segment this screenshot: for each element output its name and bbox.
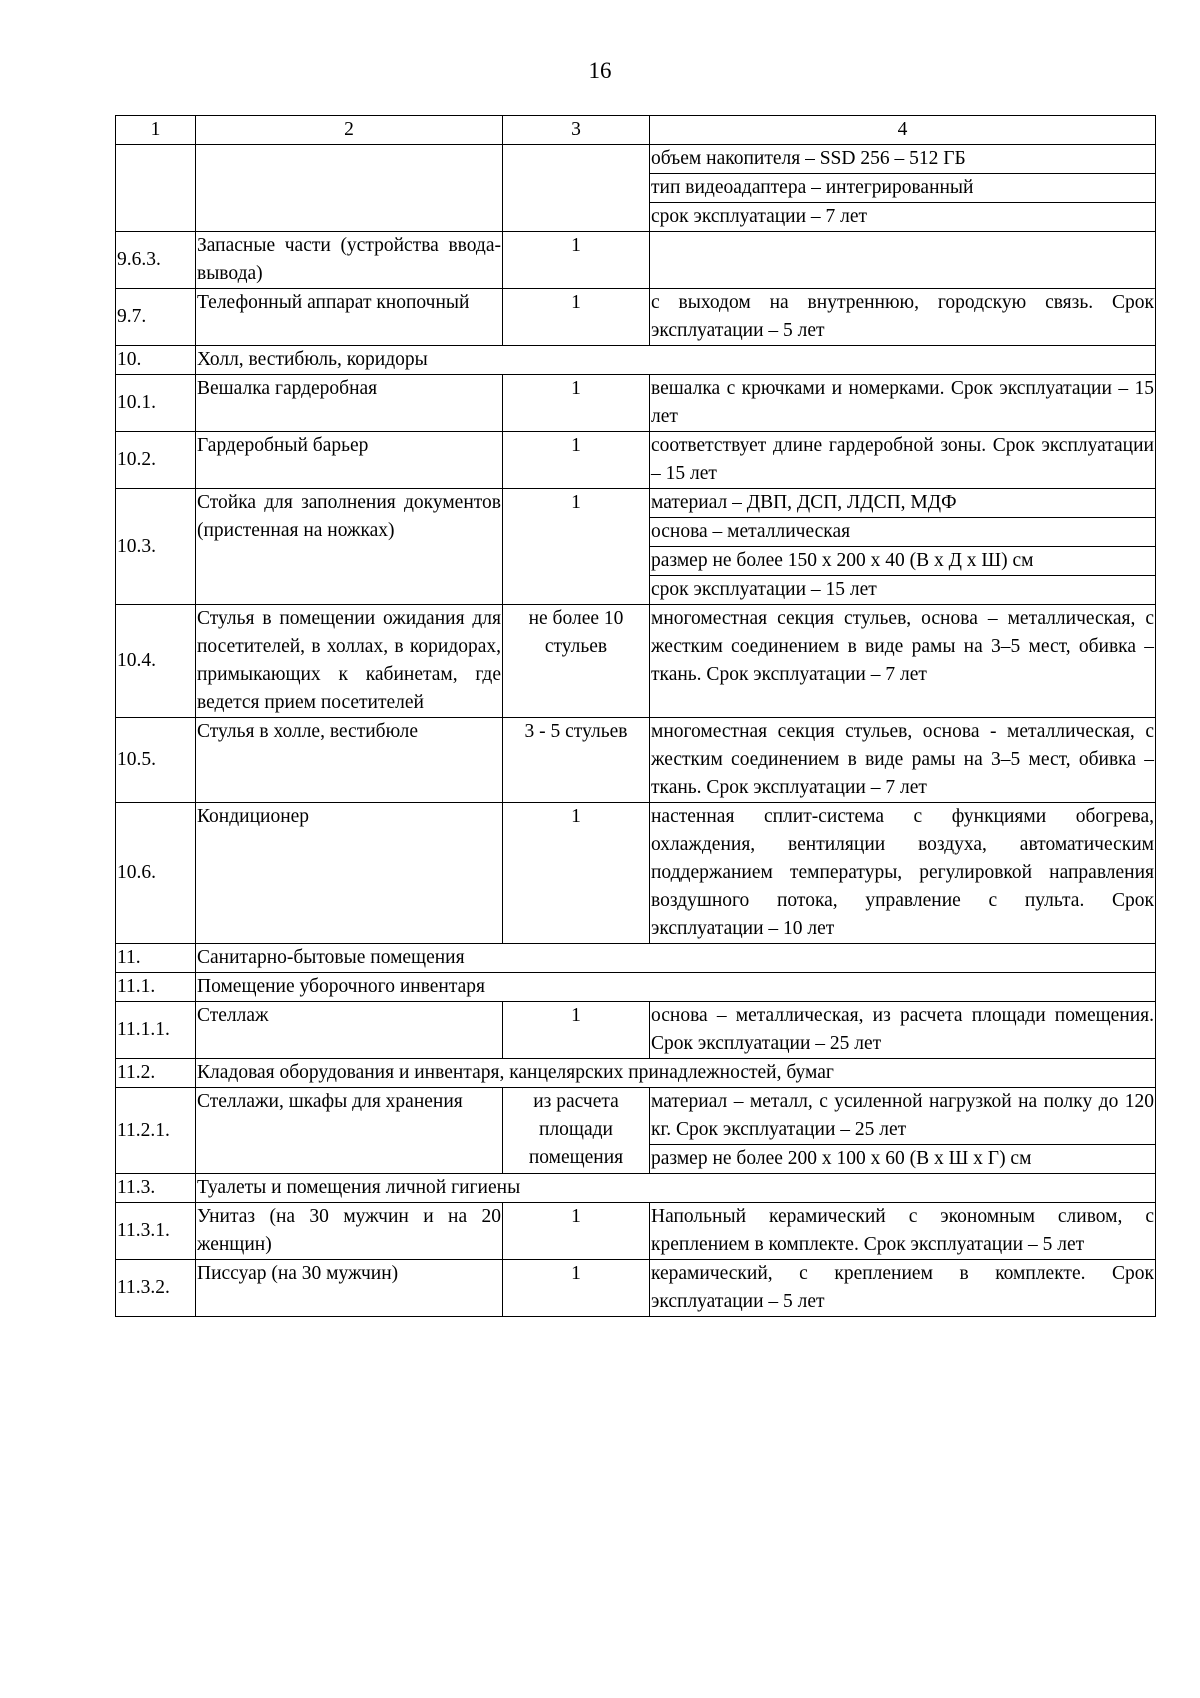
table-row <box>116 1260 1156 1317</box>
table-header-row <box>116 116 1156 145</box>
table-row <box>116 289 1156 346</box>
table-row <box>116 232 1156 289</box>
section-title: Холл, вестибюль, коридоры <box>196 346 1156 375</box>
item-quantity: 1 <box>503 375 650 432</box>
description-line: срок эксплуатации – 15 лет <box>651 579 877 600</box>
table-row <box>116 803 1156 944</box>
description-line: материал – металл, с усиленной нагрузкой на полку до 120 кг. Срок эксплуатации – 25 лет <box>650 1088 1155 1145</box>
description-line: размер не более 150 х 200 х 40 (В х Д х Ш) см <box>650 547 1155 576</box>
item-number: 10.2. <box>116 432 196 489</box>
page-number: 16 <box>588 58 612 83</box>
section-row <box>116 346 1156 375</box>
item-description <box>650 375 1156 432</box>
column-header: 1 <box>116 116 196 145</box>
description-line: срок эксплуатации – 7 лет <box>651 206 868 227</box>
item-description <box>650 289 1156 346</box>
item-quantity: 1 <box>503 1002 650 1059</box>
section-row <box>116 1174 1156 1203</box>
item-name: Писсуар (на 30 мужчин) <box>196 1260 503 1317</box>
item-number: 10.6. <box>116 803 196 944</box>
item-description <box>650 145 1156 232</box>
description-line: материал – ДВП, ДСП, ЛДСП, МДФ <box>650 489 1155 518</box>
column-header: 2 <box>196 116 503 145</box>
description-line: основа – металлическая, из расчета площади помещения. Срок эксплуатации – 25 лет <box>651 1005 1154 1054</box>
description-line: многоместная секция стульев, основа – металлическая, с жестким соединением в виде рамы на 3–5 мест, обивка – ткань. Срок эксплуатации – 7 лет <box>651 608 1154 685</box>
table-row <box>116 718 1156 803</box>
description-line: керамический, с креплением в комплекте. Срок эксплуатации – 5 лет <box>651 1263 1154 1312</box>
section-title: Помещение уборочного инвентаря <box>196 973 1156 1002</box>
item-name: Стойка для заполнения документов (пристенная на ножках) <box>196 489 503 605</box>
section-title: Санитарно-бытовые помещения <box>196 944 1156 973</box>
item-name <box>196 145 503 232</box>
column-header: 3 <box>503 116 650 145</box>
item-quantity: 1 <box>503 289 650 346</box>
item-quantity <box>503 145 650 232</box>
description-line <box>650 232 1155 260</box>
table-row <box>116 605 1156 718</box>
item-description <box>650 432 1156 489</box>
item-name: Стеллаж <box>196 1002 503 1059</box>
item-quantity: 1 <box>503 803 650 944</box>
description-line: размер не более 200 х 100 х 60 (В х Ш х Г) см <box>651 1148 1032 1169</box>
table-row <box>116 1088 1156 1174</box>
section-title: Туалеты и помещения личной гигиены <box>196 1174 1156 1203</box>
column-header: 4 <box>650 116 1156 145</box>
description-line: многоместная секция стульев, основа - металлическая, с жестким соединением в виде рамы на 3–5 мест, обивка – ткань. Срок эксплуатации – 7 лет <box>651 721 1154 798</box>
item-number: 11. <box>116 944 196 973</box>
item-quantity: из расчета площади помещения <box>503 1088 650 1174</box>
item-name: Унитаз (на 30 мужчин и на 20 женщин) <box>196 1203 503 1260</box>
item-quantity: 3 - 5 стульев <box>503 718 650 803</box>
description-line: объем накопителя – SSD 256 – 512 ГБ <box>650 145 1155 174</box>
description-line: тип видеоадаптера – интегрированный <box>650 174 1155 203</box>
item-name: Стулья в холле, вестибюле <box>196 718 503 803</box>
table-row <box>116 1203 1156 1260</box>
item-name: Гардеробный барьер <box>196 432 503 489</box>
item-description <box>650 718 1156 803</box>
equipment-table-body <box>116 116 1156 1317</box>
item-quantity: 1 <box>503 1260 650 1317</box>
item-quantity: 1 <box>503 489 650 605</box>
item-number: 10.5. <box>116 718 196 803</box>
item-name: Стулья в помещении ожидания для посетителей, в холлах, в коридорах, примыкающих к кабинетам, где ведется прием посетителей <box>196 605 503 718</box>
equipment-table <box>115 115 1156 1317</box>
table-row <box>116 432 1156 489</box>
item-description <box>650 1203 1156 1260</box>
item-quantity: 1 <box>503 432 650 489</box>
item-description <box>650 605 1156 718</box>
item-quantity: 1 <box>503 1203 650 1260</box>
description-line: с выходом на внутреннюю, городскую связь. Срок эксплуатации – 5 лет <box>651 292 1154 341</box>
item-number: 11.2.1. <box>116 1088 196 1174</box>
description-line: вешалка с крючками и номерками. Срок эксплуатации – 15 лет <box>651 378 1154 427</box>
table-row <box>116 145 1156 232</box>
item-description <box>650 803 1156 944</box>
description-line: Напольный керамический с экономным сливом, с креплением в комплекте. Срок эксплуатации – 5 лет <box>651 1206 1154 1255</box>
item-number: 10.3. <box>116 489 196 605</box>
item-description <box>650 489 1156 605</box>
item-number: 11.2. <box>116 1059 196 1088</box>
table-row <box>116 489 1156 605</box>
section-row <box>116 973 1156 1002</box>
item-name: Телефонный аппарат кнопочный <box>196 289 503 346</box>
description-line: соответствует длине гардеробной зоны. Срок эксплуатации – 15 лет <box>651 435 1154 484</box>
item-quantity: не более 10 стульев <box>503 605 650 718</box>
item-number: 11.1. <box>116 973 196 1002</box>
item-number: 11.3.1. <box>116 1203 196 1260</box>
item-name: Кондиционер <box>196 803 503 944</box>
item-description <box>650 232 1156 289</box>
item-name: Стеллажи, шкафы для хранения <box>196 1088 503 1174</box>
section-row <box>116 1059 1156 1088</box>
item-description <box>650 1260 1156 1317</box>
section-title: Кладовая оборудования и инвентаря, канцелярских принадлежностей, бумаг <box>196 1059 1156 1088</box>
item-number: 9.7. <box>116 289 196 346</box>
description-line: настенная сплит-система с функциями обогрева, охлаждения, вентиляции воздуха, автоматическим поддержанием температуры, регулировкой направления воздушного потока, управление с пульта. Срок эксплуатации – 10 лет <box>651 806 1154 939</box>
item-number: 11.3.2. <box>116 1260 196 1317</box>
item-number: 11.1.1. <box>116 1002 196 1059</box>
item-number: 10.4. <box>116 605 196 718</box>
item-name: Запасные части (устройства ввода-вывода) <box>196 232 503 289</box>
item-number: 10.1. <box>116 375 196 432</box>
description-line: основа – металлическая <box>650 518 1155 547</box>
item-number: 10. <box>116 346 196 375</box>
table-row <box>116 1002 1156 1059</box>
item-description <box>650 1002 1156 1059</box>
section-row <box>116 944 1156 973</box>
table-row <box>116 375 1156 432</box>
item-number <box>116 145 196 232</box>
item-name: Вешалка гардеробная <box>196 375 503 432</box>
item-number: 9.6.3. <box>116 232 196 289</box>
item-number: 11.3. <box>116 1174 196 1203</box>
item-description <box>650 1088 1156 1174</box>
item-quantity: 1 <box>503 232 650 289</box>
